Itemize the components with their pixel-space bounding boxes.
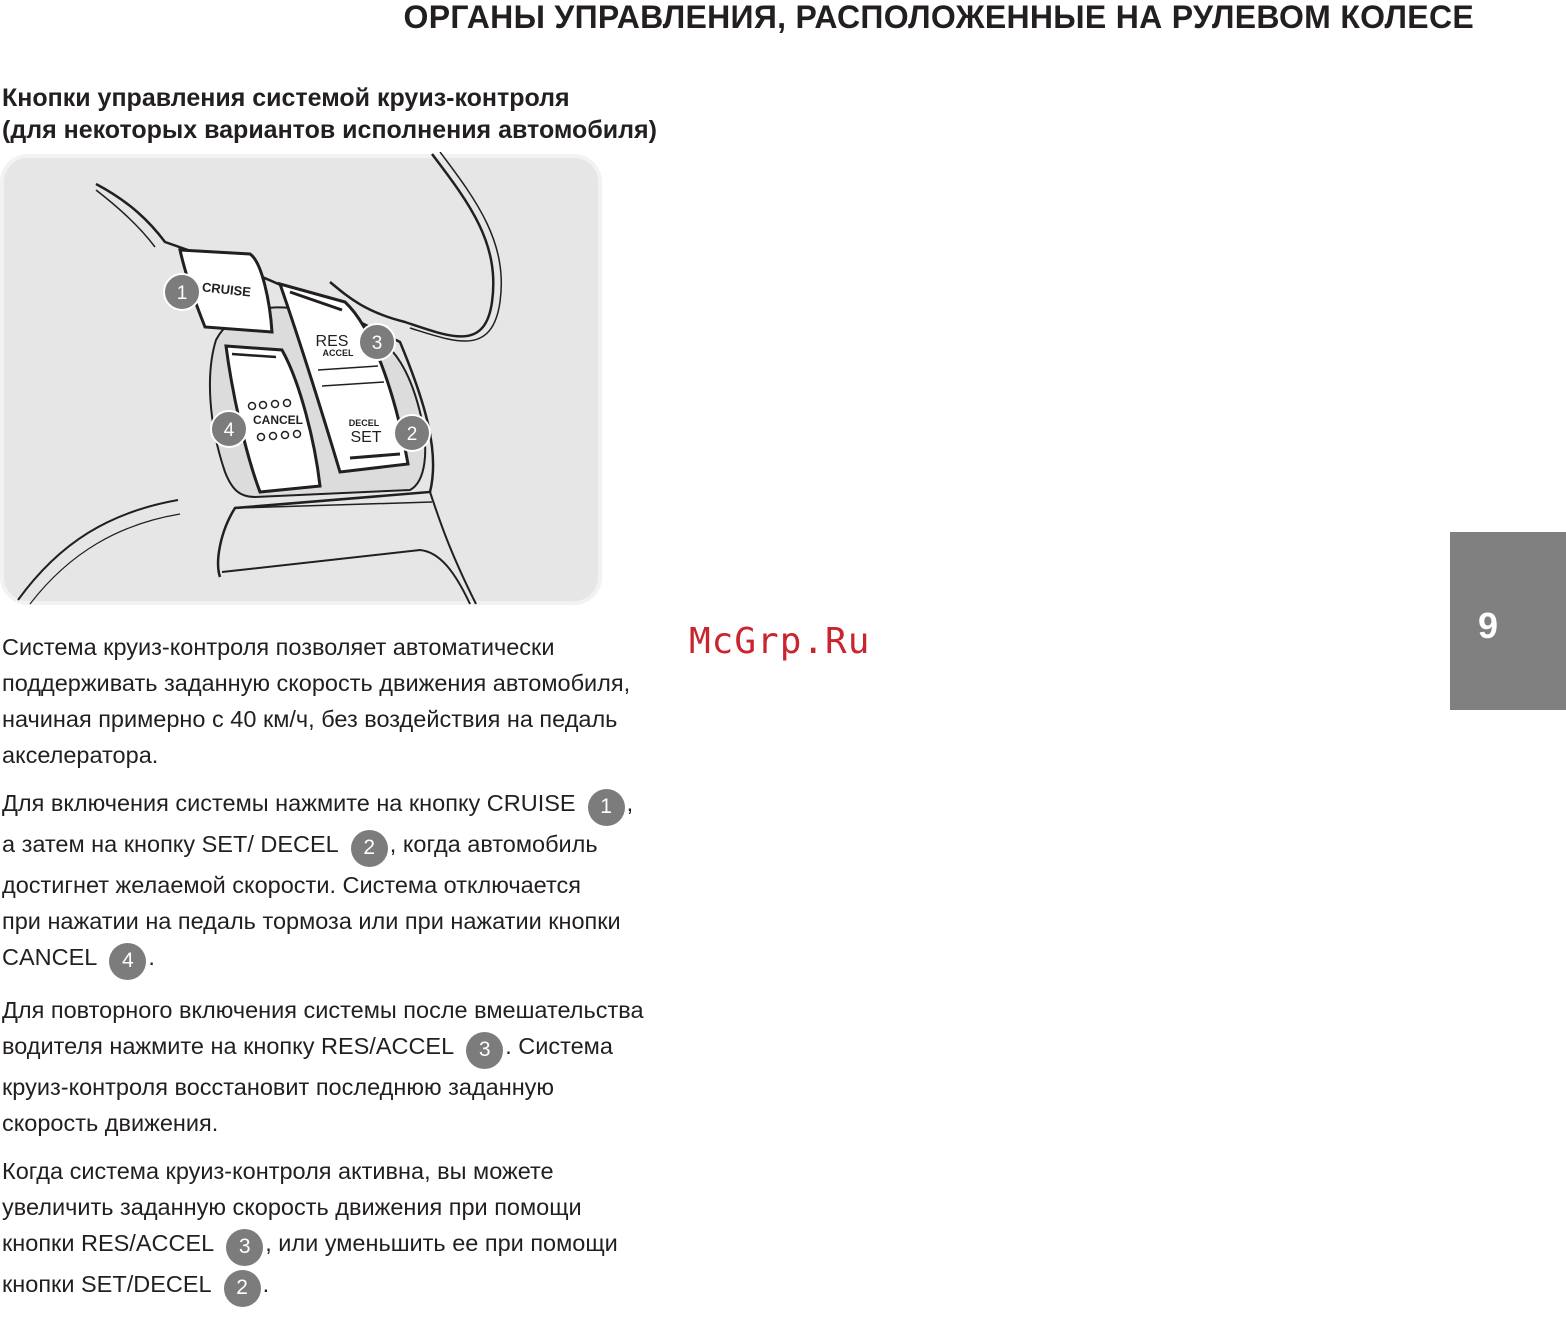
text-segment: а затем на кнопку SET/ DECEL (2, 831, 339, 857)
callout-4 (211, 411, 247, 447)
text-segment: водителя нажмите на кнопку RES/ACCEL (2, 1033, 455, 1059)
text-line (2, 1028, 792, 1069)
text-line: круиз-контроля восстановит последнюю заданную (2, 1074, 555, 1100)
text-segment: . Система (505, 1033, 613, 1059)
decel-label: DECEL (348, 418, 380, 428)
text-line: акселератора. (2, 742, 159, 768)
text-line (2, 785, 792, 826)
callout-2 (394, 415, 430, 451)
callout-badge: 3 (466, 1032, 503, 1069)
text-segment: , (626, 790, 634, 816)
watermark: McGrp.Ru (689, 621, 871, 662)
callout-1 (164, 274, 200, 310)
callout-3-number: 3 (371, 333, 383, 354)
text-segment: кнопки RES/ACCEL (2, 1230, 215, 1256)
text-line: начиная примерно с 40 км/ч, без воздействия на педаль (2, 706, 618, 732)
section-title-line-1: Кнопки управления системой круиз-контроля (2, 84, 570, 112)
text-segment: , когда автомобиль (389, 831, 598, 857)
section-title-line-2: (для некоторых вариантов исполнения автомобиля) (2, 116, 657, 144)
paragraph-intro (2, 629, 792, 773)
text-line: Система круиз-контроля позволяет автоматически (2, 634, 555, 660)
set-label: SET (350, 429, 382, 446)
callout-badge: 2 (351, 830, 388, 867)
text-segment: , или уменьшить ее при помощи (265, 1230, 618, 1256)
callout-3 (359, 324, 395, 360)
body-text (2, 629, 792, 1319)
paragraph-adjust-speed (2, 1153, 792, 1307)
cruise-control-illustration (0, 152, 610, 610)
text-line: Когда система круиз-контроля активна, вы можете (2, 1158, 554, 1184)
callout-1-number: 1 (176, 283, 188, 304)
text-line: при нажатии на педаль тормоза или при нажатии кнопки (2, 908, 621, 934)
text-line: увеличить заданную скорость движения при помощи (2, 1194, 582, 1220)
text-line (2, 1266, 792, 1307)
text-segment: . (148, 944, 155, 970)
text-segment: . (262, 1271, 270, 1297)
accel-label: ACCEL (322, 348, 354, 358)
page-title: ОРГАНЫ УПРАВЛЕНИЯ, РАСПОЛОЖЕННЫЕ НА РУЛЕВОМ КОЛЕСЕ (403, 0, 1474, 35)
chapter-tab (1450, 532, 1566, 710)
cancel-label: CANCEL (253, 413, 303, 427)
text-line: достигнет желаемой скорости. Система отключается (2, 872, 581, 898)
callout-2-number: 2 (406, 424, 418, 445)
callout-4-number: 4 (223, 420, 235, 441)
callout-badge: 1 (588, 789, 625, 826)
text-line: скорость движения. (2, 1110, 219, 1136)
text-segment: CANCEL (2, 944, 98, 970)
text-line (2, 1225, 792, 1266)
text-segment: кнопки SET/DECEL (2, 1271, 212, 1297)
paragraph-resume (2, 992, 792, 1141)
callout-badge: 4 (109, 943, 146, 980)
text-segment: Для включения системы нажмите на кнопку CRUISE (2, 790, 576, 816)
callout-badge: 2 (224, 1270, 261, 1307)
section-title (2, 82, 657, 146)
chapter-number: 9 (1478, 605, 1499, 646)
res-label: RES (315, 333, 349, 350)
text-line: Для повторного включения системы после вмешательства (2, 997, 644, 1023)
text-line (2, 826, 792, 867)
paragraph-activation (2, 785, 792, 980)
cruise-button-label: CRUISE (201, 279, 252, 300)
text-line: поддерживать заданную скорость движения автомобиля, (2, 670, 631, 696)
text-line (2, 939, 792, 980)
callout-badge: 3 (226, 1229, 263, 1266)
